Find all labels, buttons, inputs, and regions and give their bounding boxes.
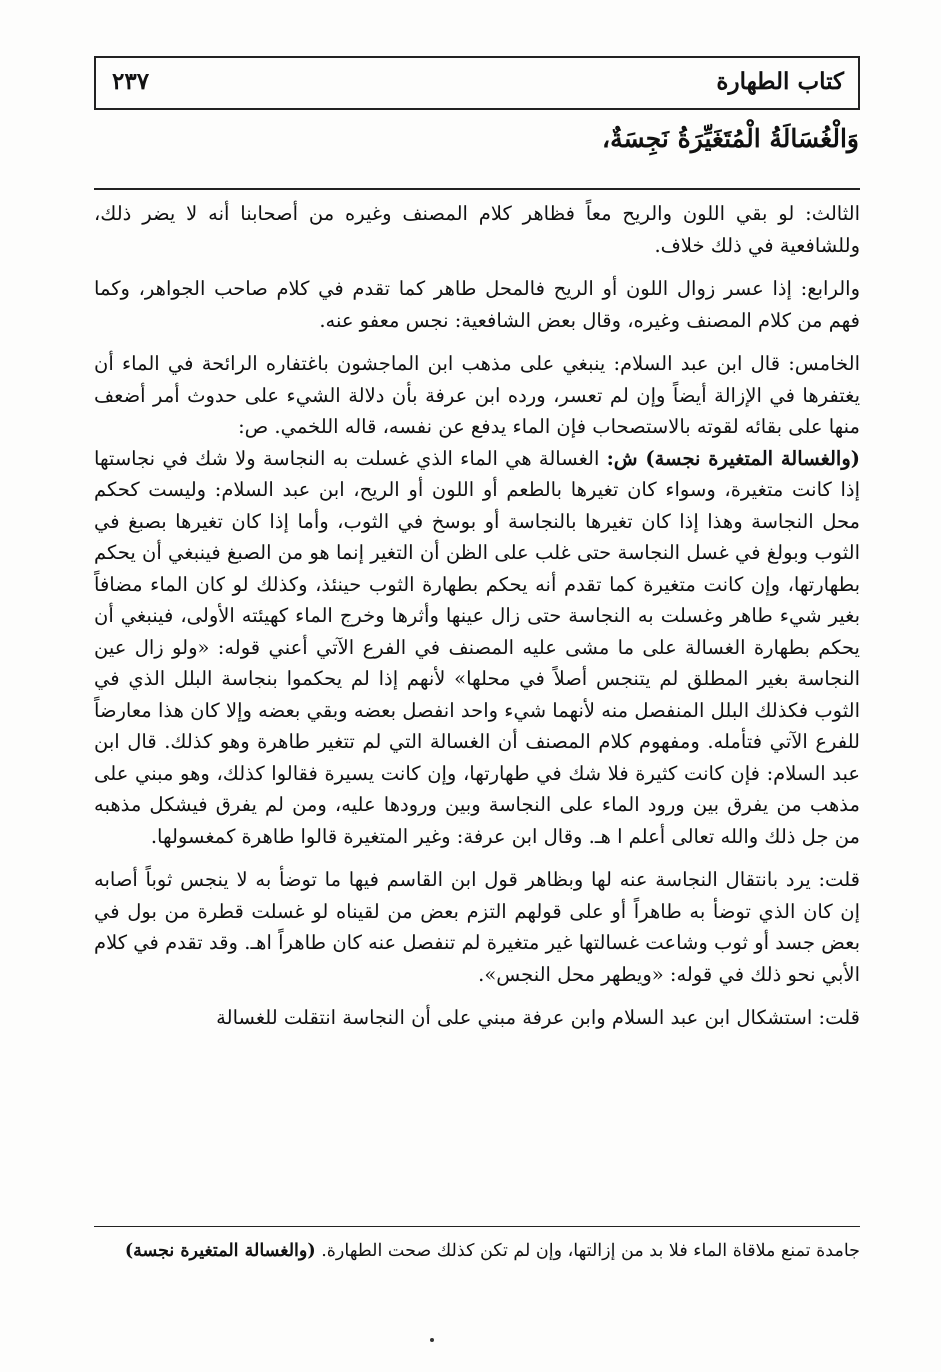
paragraph-main [94,443,860,853]
running-header [94,56,860,110]
matn-quote: (والغسالة المتغيرة نجسة) ش: [606,446,860,470]
footnote-text: جامدة تمنع ملاقاة الماء فلا بد من إزالتها، وإن لم تكن كذلك صحت الطهارة. [315,1241,860,1261]
paragraph-third: الثالث: لو بقي اللون والريح معاً فظاهر كلام المصنف وغيره من أصحابنا أنه لا يضر ذلك، وللشافعية في ذلك خلاف. [94,202,860,257]
page-dot [430,1338,434,1342]
matn-verse: وَالْغُسَالَةُ الْمُتَغَيِّرَةُ نَجِسَةٌ، [602,124,859,153]
top-divider [94,188,860,190]
paragraph-fifth: الخامس: قال ابن عبد السلام: ينبغي على مذهب ابن الماجشون باغتفاره الرائحة في الماء أن يغتفرها في الإزالة أيضاً وإن لم تعسر، ورده ابن عرفة بأن دلالة الشيء على حدوث أمر أضعف منها على بقائه لقوته بالاستصحاب فإن الماء يدفع عن نفسه، قاله اللخمي. ص: [94,352,860,438]
chapter-title: كتاب الطهارة [716,68,844,95]
commentary-body [94,198,860,1034]
footnote [94,1238,860,1264]
paragraph-fourth: والرابع: إذا عسر زوال اللون أو الريح فالمحل طاهر كما تقدم في كلام صاحب الجواهر، وكما فهم من كلام المصنف وغيره، وقال بعض الشافعية: نجس معفو عنه. [94,277,860,332]
paragraph-qultu-2: قلت: استشكال ابن عبد السلام وابن عرفة مبني على أن النجاسة انتقلت للغسالة [216,1006,860,1029]
page-number: ٢٣٧ [112,68,150,95]
paragraph-qultu-1: قلت: يرد بانتقال النجاسة عنه لها وبظاهر قول ابن القاسم فيها ما توضأ به لا ينجس ثوباً أصابه إن كان الذي توضأ به طاهراً أو على قولهم التزم بعض من لقيناه لو غسلت قطرة من بول في بعض جسد أو ثوب وشاعت غسالتها غير متغيرة لم تنفصل عنه كان طاهراً اهـ. وقد تقدم في كلام الأبي نحو ذلك في قوله: «ويطهر محل النجس». [94,868,860,986]
footnote-divider [94,1226,860,1227]
footnote-bold: (والغسالة المتغيرة نجسة) [124,1241,316,1261]
main-text: الغسالة هي الماء الذي غسلت به النجاسة ولا شك في نجاستها إذا كانت متغيرة، وسواء كان تغيرها بالطعم أو اللون أو الريح، ابن عبد السلام: وليست كحكم محل النجاسة وهذا إذا كان تغيرها بالنجاسة أو بوسخ في الثوب، وأما إذا كان تغيرها بصبغ في الثوب وبولغ في غسل النجاسة حتى غلب على الظن أن التغير إنما هو من الصبغ فينبغي أن يحكم بطهارتها، وإن كانت متغيرة كما تقدم أنه يحكم بطهارة الثوب حينئذ، وكذلك لو كان الماء مضافاً بغير شيء طاهر وغسلت به النجاسة حتى زال عينها وأثرها وخرج الماء كهيئته الأولى، فينبغي أن يحكم بطهارة الغسالة على ما مشى عليه المصنف في الفرع الآتي أعني قوله: «ولو زال عين النجاسة بغير المطلق لم يتنجس أصلاً في محلها» لأنهم إذا لم يحكموا بنجاسة البلل الذي في الثوب فكذلك البلل المنفصل منه لأنهما شيء واحد انفصل بعضه وبقي بعضه وإلا كان هذا معارضاً للفرع الآتي فتأمله. ومفهوم كلام المصنف أن الغسالة التي لم تتغير طاهرة وهو كذلك. قال ابن عبد السلام: فإن كانت كثيرة فلا شك في طهارتها، وإن كانت يسيرة فقالوا كذلك، وهو مبني على مذهب من يفرق بين ورود الماء على النجاسة وبين ورودها عليه، ومن لم يفرق فيشكل مذهبه من جل ذلك والله تعالى أعلم ا هـ. وقال ابن عرفة: وغير المتغيرة قالوا طاهرة كمغسولها. [94,446,860,848]
